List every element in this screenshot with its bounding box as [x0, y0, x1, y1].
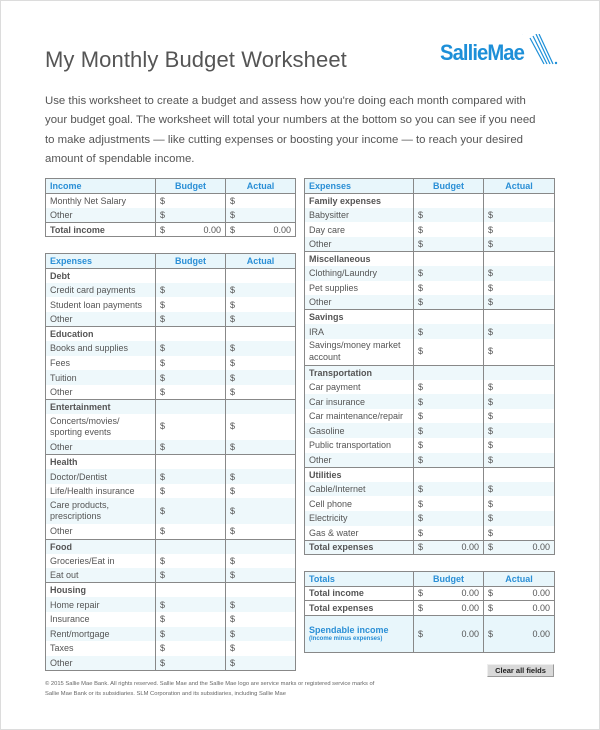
total-expenses-row [305, 601, 555, 616]
budget-input[interactable]: $ [414, 438, 484, 453]
actual-input[interactable]: $ [226, 370, 296, 385]
row-label: Clothing/Laundry [305, 266, 414, 281]
total-income-row [305, 586, 555, 601]
budget-input[interactable]: $ [414, 237, 484, 252]
table-row [305, 324, 555, 339]
row-label: Taxes [46, 641, 156, 656]
actual-input[interactable]: $ [226, 297, 296, 312]
budget-input[interactable]: $ [156, 193, 226, 208]
row-label: Savings/money market account [305, 339, 414, 365]
budget-input[interactable]: $ [414, 453, 484, 468]
row-label: Tuition [46, 370, 156, 385]
row-label: Books and supplies [46, 341, 156, 356]
actual-header: Actual [226, 254, 296, 269]
budget-input[interactable]: $ [156, 341, 226, 356]
actual-input[interactable]: $ [226, 498, 296, 524]
expenses-table-right [304, 178, 555, 555]
row-label: Cable/Internet [305, 482, 414, 497]
actual-input[interactable]: $ [484, 281, 555, 296]
table-row [305, 266, 555, 281]
row-label: Car maintenance/repair [305, 409, 414, 424]
category-label: Food [46, 539, 156, 554]
budget-input[interactable]: $ [156, 524, 226, 539]
budget-header: Budget [414, 179, 484, 194]
actual-input[interactable]: $ [226, 568, 296, 583]
expenses-header: Expenses [305, 179, 414, 194]
row-label: Doctor/Dentist [46, 469, 156, 484]
total-budget: $ 0.00 [156, 222, 226, 237]
budget-input[interactable]: $ [156, 612, 226, 627]
expenses-header: Expenses [46, 254, 156, 269]
category-label: Housing [46, 583, 156, 598]
actual-input[interactable]: $ [226, 641, 296, 656]
row-label: Other [305, 295, 414, 310]
table-row [46, 297, 296, 312]
table-row [46, 414, 296, 440]
row-label: Car payment [305, 380, 414, 395]
table-row [46, 484, 296, 499]
table-row [46, 641, 296, 656]
row-label: Gas & water [305, 526, 414, 541]
actual-input[interactable]: $ [226, 283, 296, 298]
actual-input[interactable]: $ [484, 295, 555, 310]
category-label: Miscellaneous [305, 251, 414, 266]
row-label: Student loan payments [46, 297, 156, 312]
actual-input[interactable]: $ [226, 656, 296, 671]
category-row [46, 455, 296, 470]
total-expenses-row [305, 540, 555, 555]
budget-input[interactable]: $ [414, 380, 484, 395]
category-row [46, 326, 296, 341]
table-row [305, 453, 555, 468]
budget-input[interactable]: $ [414, 222, 484, 237]
row-label: Total income [305, 586, 414, 601]
budget-input[interactable]: $ [414, 394, 484, 409]
table-row [305, 295, 555, 310]
logo-waves-icon [522, 34, 558, 70]
budget-input[interactable]: $ [414, 339, 484, 365]
expenses-header-row [305, 179, 555, 194]
row-label: Other [46, 440, 156, 455]
actual-input[interactable]: $ [484, 482, 555, 497]
budget-header: Budget [156, 179, 226, 194]
table-row [46, 341, 296, 356]
spendable-budget: $ 0.00 [414, 615, 484, 652]
budget-input[interactable]: $ [414, 423, 484, 438]
spendable-income-row [305, 615, 555, 652]
actual-input[interactable]: $ [226, 484, 296, 499]
totals-header-row [305, 572, 555, 587]
category-label: Transportation [305, 365, 414, 380]
budget-input[interactable]: $ [156, 554, 226, 569]
budget-header: Budget [414, 572, 484, 587]
table-row [46, 356, 296, 371]
total-expenses-budget: $ 0.00 [414, 601, 484, 616]
category-label: Savings [305, 310, 414, 325]
actual-input[interactable]: $ [484, 237, 555, 252]
row-label: Other [46, 524, 156, 539]
category-row [305, 193, 555, 208]
budget-input[interactable]: $ [156, 597, 226, 612]
table-row [46, 312, 296, 327]
actual-input[interactable]: $ [484, 423, 555, 438]
category-row [305, 251, 555, 266]
actual-input[interactable]: $ [484, 409, 555, 424]
category-row [46, 399, 296, 414]
total-income-row [46, 222, 296, 237]
budget-input[interactable]: $ [156, 208, 226, 223]
row-label: Home repair [46, 597, 156, 612]
budget-input[interactable]: $ [156, 370, 226, 385]
actual-input[interactable]: $ [484, 324, 555, 339]
budget-input[interactable]: $ [414, 208, 484, 223]
budget-input[interactable]: $ [414, 266, 484, 281]
table-row [305, 409, 555, 424]
table-row [305, 208, 555, 223]
spendable-sublabel: (Income minus expenses) [309, 636, 383, 643]
row-label: Other [305, 237, 414, 252]
expenses-table-left [45, 253, 296, 671]
row-label: Total expenses [305, 540, 414, 555]
expenses-header-row [46, 254, 296, 269]
table-row [305, 339, 555, 365]
row-label: Other [305, 453, 414, 468]
page-title: My Monthly Budget Worksheet [45, 47, 347, 72]
budget-input[interactable]: $ [414, 281, 484, 296]
budget-input[interactable]: $ [156, 498, 226, 524]
actual-input[interactable]: $ [226, 597, 296, 612]
row-label: Car insurance [305, 394, 414, 409]
spendable-actual: $ 0.00 [484, 615, 555, 652]
category-row [46, 539, 296, 554]
spendable-label: Spendable income (Income minus expenses) [305, 615, 414, 652]
row-label: Electricity [305, 511, 414, 526]
row-label: Public transportation [305, 438, 414, 453]
table-row [46, 385, 296, 400]
actual-input[interactable]: $ [484, 511, 555, 526]
budget-input[interactable]: $ [156, 312, 226, 327]
table-row [305, 380, 555, 395]
actual-input[interactable]: $ [226, 356, 296, 371]
table-row [305, 511, 555, 526]
budget-input[interactable]: $ [414, 496, 484, 511]
row-label: Other [46, 656, 156, 671]
actual-input[interactable]: $ [484, 380, 555, 395]
table-row [305, 526, 555, 541]
actual-input[interactable]: $ [226, 414, 296, 440]
budget-input[interactable]: $ [156, 385, 226, 400]
table-row [46, 193, 296, 208]
actual-input[interactable]: $ [226, 524, 296, 539]
category-label: Education [46, 326, 156, 341]
actual-input[interactable]: $ [484, 266, 555, 281]
actual-input[interactable]: $ [226, 341, 296, 356]
table-row [46, 554, 296, 569]
actual-input[interactable]: $ [484, 339, 555, 365]
table-row [46, 568, 296, 583]
row-label: Total income [46, 222, 156, 237]
category-row [46, 583, 296, 598]
actual-input[interactable]: $ [226, 469, 296, 484]
budget-input[interactable]: $ [156, 641, 226, 656]
row-label: Other [46, 208, 156, 223]
row-label: Fees [46, 356, 156, 371]
actual-input[interactable]: $ [226, 193, 296, 208]
actual-header: Actual [484, 572, 555, 587]
budget-input[interactable]: $ [156, 440, 226, 455]
total-budget: $ 0.00 [414, 540, 484, 555]
actual-input[interactable]: $ [226, 612, 296, 627]
budget-input[interactable]: $ [156, 568, 226, 583]
budget-input[interactable]: $ [156, 356, 226, 371]
income-header-row [46, 179, 296, 194]
row-label: Monthly Net Salary [46, 193, 156, 208]
sallie-mae-logo [438, 34, 558, 74]
table-row [305, 394, 555, 409]
total-actual: $ 0.00 [226, 222, 296, 237]
actual-input[interactable]: $ [484, 394, 555, 409]
table-row [46, 627, 296, 642]
table-row [46, 656, 296, 671]
row-label: Other [46, 312, 156, 327]
row-label: Pet supplies [305, 281, 414, 296]
row-label: Gasoline [305, 423, 414, 438]
actual-input[interactable]: $ [484, 453, 555, 468]
table-row [46, 524, 296, 539]
category-row [46, 268, 296, 283]
category-label: Debt [46, 268, 156, 283]
budget-input[interactable]: $ [156, 484, 226, 499]
category-row [305, 365, 555, 380]
actual-input[interactable]: $ [226, 208, 296, 223]
actual-input[interactable]: $ [484, 526, 555, 541]
table-row [46, 370, 296, 385]
budget-header: Budget [156, 254, 226, 269]
category-row [305, 310, 555, 325]
actual-header: Actual [484, 179, 555, 194]
table-row [46, 469, 296, 484]
category-label: Utilities [305, 467, 414, 482]
row-label: Insurance [46, 612, 156, 627]
totals-table [304, 571, 555, 653]
actual-input[interactable]: $ [484, 438, 555, 453]
table-row [305, 438, 555, 453]
table-row [46, 283, 296, 298]
table-row [305, 222, 555, 237]
row-label: Credit card payments [46, 283, 156, 298]
budget-input[interactable]: $ [156, 297, 226, 312]
table-row [305, 496, 555, 511]
actual-input[interactable]: $ [484, 222, 555, 237]
table-row [305, 482, 555, 497]
table-row [305, 281, 555, 296]
row-label: Care products, prescriptions [46, 498, 156, 524]
intro-paragraph: Use this worksheet to create a budget and assess how you're doing each month compared with your budget goal. The worksheet will total your numbers at the bottom so you can see if you need to make adjustments — like cutting expenses or boosting your income — to reach your desired amount of spendable income. [45, 95, 536, 165]
row-label: Total expenses [305, 601, 414, 616]
income-header: Income [46, 179, 156, 194]
actual-input[interactable]: $ [226, 440, 296, 455]
row-label: Day care [305, 222, 414, 237]
row-label: Cell phone [305, 496, 414, 511]
budget-input[interactable]: $ [156, 627, 226, 642]
row-label: Other [46, 385, 156, 400]
budget-input[interactable]: $ [414, 295, 484, 310]
row-label: IRA [305, 324, 414, 339]
total-actual: $ 0.00 [484, 540, 555, 555]
category-label: Health [46, 455, 156, 470]
category-label: Entertainment [46, 399, 156, 414]
row-label: Babysitter [305, 208, 414, 223]
table-row [305, 237, 555, 252]
budget-input[interactable]: $ [156, 656, 226, 671]
category-label: Family expenses [305, 193, 414, 208]
clear-all-fields-button[interactable]: Clear all fields [487, 664, 554, 677]
total-income-budget: $ 0.00 [414, 586, 484, 601]
table-row [46, 612, 296, 627]
table-row [46, 597, 296, 612]
actual-input[interactable]: $ [226, 312, 296, 327]
row-label: Eat out [46, 568, 156, 583]
totals-header: Totals [305, 572, 414, 587]
row-label: Concerts/movies/ sporting events [46, 414, 156, 440]
total-income-actual: $ 0.00 [484, 586, 555, 601]
actual-input[interactable]: $ [484, 208, 555, 223]
row-label: Life/Health insurance [46, 484, 156, 499]
total-expenses-actual: $ 0.00 [484, 601, 555, 616]
row-label: Groceries/Eat in [46, 554, 156, 569]
budget-input[interactable]: $ [414, 409, 484, 424]
actual-input[interactable]: $ [226, 627, 296, 642]
table-row [46, 498, 296, 524]
copyright-footer: © 2015 Sallie Mae Bank. All rights reserved. Sallie Mae and the Sallie Mae logo are service marks or registered service marks of Sallie Mae Bank or its subsidiaries. SLM Corporation and its subsidiaries, including Sallie Mae [45, 681, 375, 697]
budget-input[interactable]: $ [156, 469, 226, 484]
table-row [46, 208, 296, 223]
table-row [305, 423, 555, 438]
actual-input[interactable]: $ [226, 554, 296, 569]
row-label: Rent/mortgage [46, 627, 156, 642]
budget-input[interactable]: $ [414, 511, 484, 526]
income-table [45, 178, 296, 237]
budget-input[interactable]: $ [414, 526, 484, 541]
budget-input[interactable]: $ [156, 283, 226, 298]
budget-input[interactable]: $ [414, 324, 484, 339]
actual-input[interactable]: $ [484, 496, 555, 511]
actual-input[interactable]: $ [226, 385, 296, 400]
actual-header: Actual [226, 179, 296, 194]
category-row [305, 467, 555, 482]
table-row [46, 440, 296, 455]
budget-input[interactable]: $ [156, 414, 226, 440]
budget-input[interactable]: $ [414, 482, 484, 497]
logo-text: SallieMae [440, 40, 524, 65]
